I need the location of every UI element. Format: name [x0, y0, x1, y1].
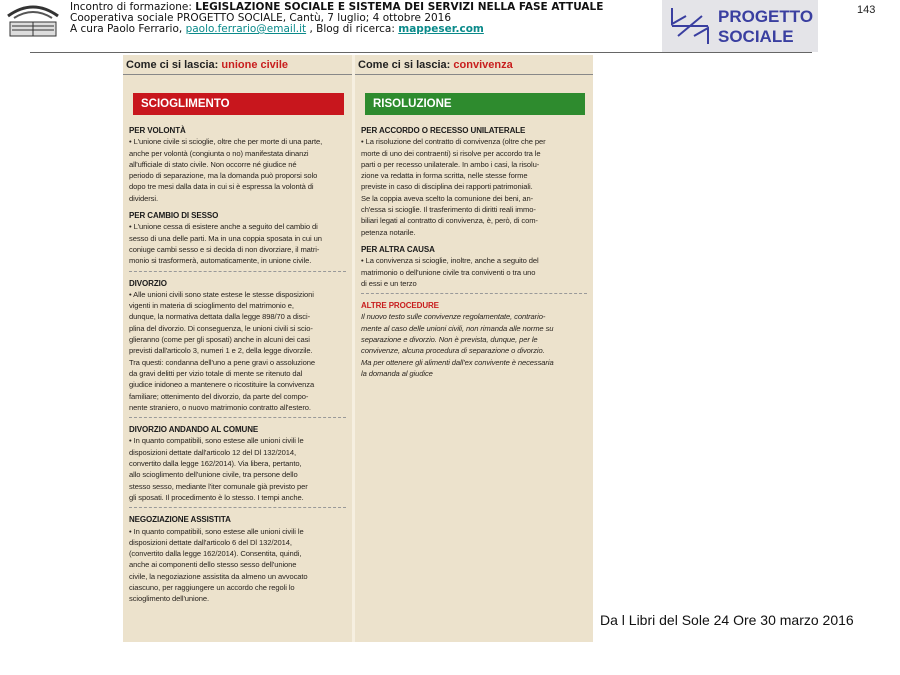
email-link[interactable]: paolo.ferrario@email.it — [185, 23, 307, 35]
section-title: PER VOLONTÀ — [129, 126, 186, 135]
progetto-sociale-logo — [662, 0, 818, 52]
organizer-line: Cooperativa sociale PROGETTO SOCIALE, Cantù, 7 luglio; 4 ottobre 2016 — [70, 12, 452, 24]
section-text: • In quanto compatibili, sono estese alle unioni civili le disposizioni dettate dall'articolo 12 del Dl 132/2014, convertito dalla legge 162/2014). Via libera, pertanto, allo scioglimento dell'unione civile, tra persone dello stesso sesso, mediante l'iter comunale già previsto per gli sposati. Il procedimento è lo stesso. I tempi anche. — [129, 436, 308, 502]
heading-prefix: Come ci si lascia: — [358, 59, 454, 71]
risoluzione-banner: RISOLUZIONE — [365, 93, 585, 115]
section-title: PER CAMBIO DI SESSO — [129, 211, 219, 221]
separator — [129, 417, 346, 418]
newspaper-clipping — [123, 55, 593, 642]
section-text: • In quanto compatibili, sono estese alle unioni civili le disposizioni dettate dall'articolo 6 del Dl 132/2014, (convertito dalla legge 162/2014). Consentita, quindi, anche ai componenti dello stesso sesso dell'unione civile, la negoziazione assistita da almeno un avvocato ciascuno, per raggiungere un accordo che regoli lo scioglimento dell'unione. — [129, 526, 308, 604]
section-text: • La risoluzione del contratto di convivenza (oltre che per morte di uno dei contraenti) si risolve per accordo tra le parti o per recesso unilaterale. In ambo i casi, la risolu- zione va redatta in forma scritta, nelle stesse forme previste in caso di disciplina dei rapporti patrimoniali. Se la coppia aveva scelto la comunione dei beni, an- ch'essa si scioglie. Il trasferimento di diritti reali immo- biliari legati al contratto di convivenza, è, però, di com- petenza notarile. — [361, 137, 546, 237]
altre-procedure-text: Il nuovo testo sulle convivenze regolamentate, contrario- mente al caso delle unioni civili, non rimanda alle norme su separazione e divorzio. Non è prevista, dunque, per le convivenze, alcuna procedura di separazione o divorzio. Ma per ottenere gli alimenti dall'ex convivente è necessaria la domanda al giudice — [361, 312, 554, 378]
heading-topic: convivenza — [453, 59, 513, 71]
header-divider — [30, 52, 812, 53]
unione-civile-column — [123, 55, 352, 642]
blog-link[interactable]: mappeser.com — [398, 23, 484, 35]
logo-text-1: PROGETTO — [718, 7, 814, 26]
page-number: 143 — [857, 4, 876, 16]
blog-label: , Blog di ricerca: — [306, 23, 399, 35]
separator — [129, 271, 346, 272]
section-text: • La convivenza si scioglie, inoltre, anche a seguito del matrimonio o dell'unione civile tra conviventi o tra uno di essi e un terzo — [361, 256, 539, 288]
separator — [129, 507, 346, 508]
author-label: A cura Paolo Ferrario, — [70, 23, 186, 35]
slide-header — [70, 2, 650, 35]
section-title: NEGOZIAZIONE ASSISTITA — [129, 515, 231, 525]
section-title: PER ACCORDO O RECESSO UNILATERALE — [361, 126, 526, 135]
organization-logo — [4, 2, 62, 40]
heading-prefix: Come ci si lascia: — [126, 59, 222, 71]
section-text: • L'unione cessa di esistere anche a seguito del cambio di sesso di una delle parti. Ma in una coppia sposata in cui un coniuge cambi sesso e si decida di non divorziare, il matri- monio si trasformerà, automaticamente, in unione civile. — [129, 222, 322, 266]
logo-text-2: SOCIALE — [718, 27, 794, 46]
heading-topic: unione civile — [221, 59, 289, 71]
section-text: • Alle unioni civili sono state estese le stesse disposizioni vigenti in materia di scioglimento del matrimonio e, dunque, la normativa dettata dalla legge 898/70 a disci- plina del divorzio. Di conseguenza, le unioni civili si scio- glieranno (come per gli sposati) anche in alcuni dei casi previsti dall'articolo 3, numeri 1 e 2, della legge divorzile. Tra questi: condanna dell'uno a pene gravi o assoluzione da gravi delitti per vizio totale di mente se ritenuto dal giudice inidoneo a mantenere o ricostituire la convivenza familiare; ottenimento del divorzio, da parte del compo- nente straniero, o nuovo matrimonio contratto all'estero. — [129, 289, 315, 412]
column-heading — [355, 55, 593, 75]
column-heading — [123, 55, 352, 75]
scioglimento-banner: SCIOGLIMENTO — [133, 93, 344, 115]
event-title: LEGISLAZIONE SOCIALE E SISTEMA DEI SERVIZI NELLA FASE ATTUALE — [195, 1, 604, 13]
convivenza-column — [355, 55, 593, 642]
source-caption: Da l Libri del Sole 24 Ore 30 marzo 2016 — [600, 612, 854, 628]
separator — [361, 293, 587, 294]
section-text: • L'unione civile si scioglie, oltre che per morte di una parte, anche per volontà (congiunta o no) manifestata dinanzi all'ufficiale di stato civile. Non occorre né giudice né periodo di separazione, ma la domanda può proporsi solo dopo tre mesi dalla data in cui si è espressa la volontà di dividersi. — [129, 137, 323, 203]
section-title: DIVORZIO ANDANDO AL COMUNE — [129, 425, 259, 435]
altre-procedure-title: ALTRE PROCEDURE — [361, 301, 439, 311]
header-prefix: Incontro di formazione: — [70, 1, 196, 13]
section-title: PER ALTRA CAUSA — [361, 244, 435, 254]
section-title: DIVORZIO — [129, 278, 167, 288]
